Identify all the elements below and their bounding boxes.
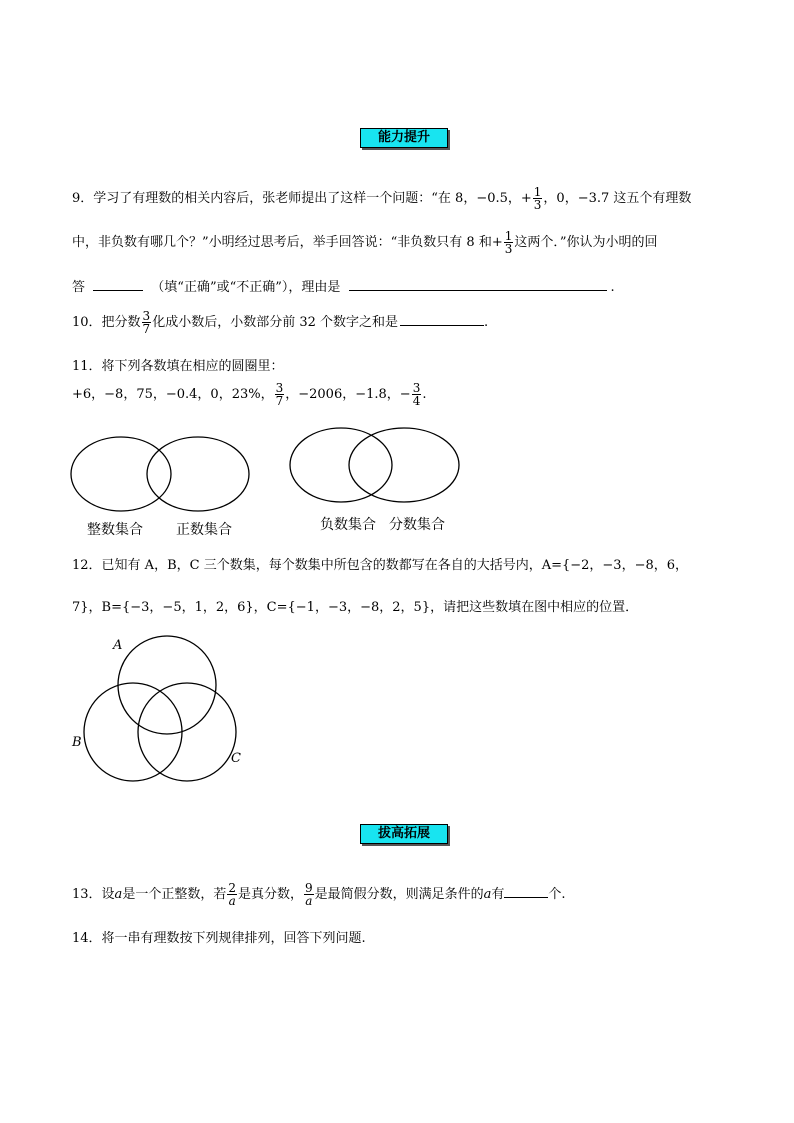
q12-line-1: 12．已知有 A，B，C 三个数集，每个数集中所包含的数都写在各自的大括号内，A={−2，−3，−8，6，: [72, 558, 689, 573]
fraction: $\frac{9}{a}$: [304, 881, 313, 908]
set-b-circle: [84, 683, 182, 781]
q10-text: 化成小数后，小数部分前 32 个数字之和是: [152, 315, 398, 330]
integer-set-label: 整数集合: [87, 522, 143, 538]
fraction: $\frac{3}{4}$: [412, 381, 421, 408]
variable-a: a: [483, 887, 492, 902]
q11-title: 11．将下列各数填在相应的圆圈里：: [72, 359, 284, 374]
variable-a: a: [114, 887, 123, 902]
q11-numbers: +6，−8，75，−0.4，0，23%， $\frac{3}{7}$ ，−2006，−1.8，− $\frac{3}{4}$ .: [72, 381, 427, 408]
q9-text: .: [610, 280, 615, 295]
q9-text: 答: [72, 280, 86, 295]
answer-blank[interactable]: [504, 897, 548, 898]
q9-text: ，0，−3.7 这五个有理数: [543, 191, 692, 206]
q9-text: 9．学习了有理数的相关内容后，张老师提出了这样一个问题：“在 8，−0.5，+: [72, 191, 532, 206]
fraction: $\frac{3}{7}$: [275, 381, 284, 408]
q10-text: 10．把分数: [72, 315, 141, 330]
section-header-extension: [360, 824, 448, 844]
q13-line: 13．设a是一个正整数，若 $\frac{2}{a}$ 是真分数， $\frac{9}{a}$ 是最简假分数，则满足条件的a有 个.: [72, 881, 566, 908]
set-b-label: B: [72, 735, 82, 750]
q12-line-2: 7}，B={−3，−5，1，2，6}，C={−1，−3，−8，2，5}，请把这些数填在图中相应的位置．: [72, 600, 639, 615]
negative-set-label: 负数集合: [320, 517, 376, 533]
section-header-label: 能力提升: [377, 130, 430, 145]
q9-text: 中，非负数有哪几个？”小明经过思考后，举手回答说：“非负数只有 8 和+: [72, 235, 503, 250]
q10-text: .: [484, 315, 489, 330]
fraction: $\frac{1}{3}$: [504, 229, 513, 256]
positive-set-label: 正数集合: [176, 522, 232, 538]
q14-line: 14．将一串有理数按下列规律排列，回答下列问题.: [72, 931, 366, 946]
q9-text: （填“正确”或“不正确”），理由是: [151, 280, 341, 295]
q9-text: 这两个．”你认为小明的回: [514, 235, 658, 250]
set-a-label: A: [113, 638, 123, 653]
fraction: $\frac{1}{3}$: [533, 185, 542, 212]
set-c-label: C: [231, 751, 241, 766]
section-header-label: 拔高拓展: [377, 826, 430, 841]
fraction: $\frac{3}{7}$: [142, 309, 151, 336]
fraction-set-label: 分数集合: [389, 517, 445, 533]
fraction: $\frac{2}{a}$: [228, 881, 236, 908]
